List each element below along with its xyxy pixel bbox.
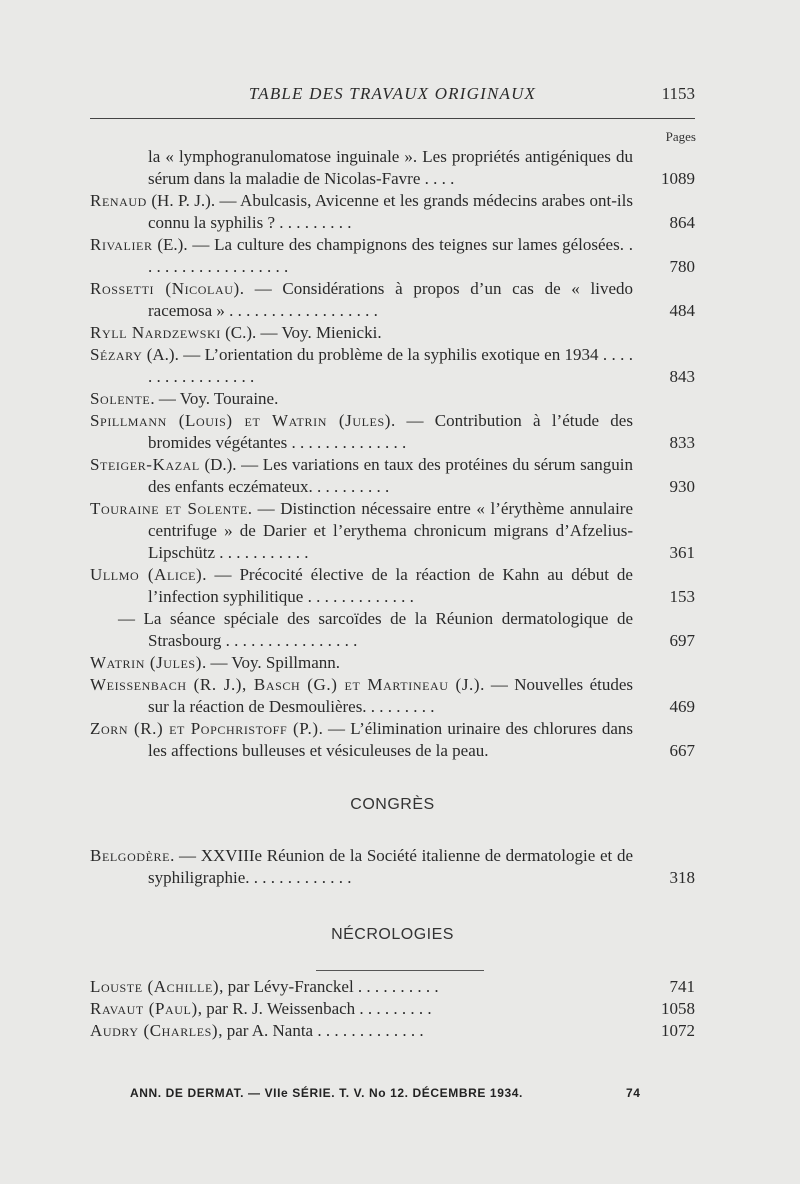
section-heading-congres: CONGRÈS — [350, 796, 435, 813]
toc-entry — [90, 998, 695, 1020]
entry-title: . — L’élimination urinaire des chlorures dans les affections bulleuses et vésiculeuses de la peau. — [148, 719, 633, 760]
entry-title: , par R. J. Weissenbach . . . . . . . . . — [197, 999, 432, 1018]
toc-entry — [90, 388, 695, 410]
entry-author: Belgodère — [90, 846, 171, 865]
entry-page-number: 667 — [669, 741, 695, 760]
toc-entry — [90, 234, 695, 278]
entry-title: . — Distinction nécessaire entre « l’érythème annulaire centrifuge » de Darier et l’erythema chronicum migrans d’Afzelius-Lipschütz . . . . . . . . . . . — [148, 499, 634, 562]
entry-author: Louste (Achille) — [90, 977, 220, 996]
entry-author: Rivalier — [90, 235, 153, 254]
pages-column-label: Pages — [665, 129, 696, 144]
entry-author: Steiger-Kazal — [90, 455, 200, 474]
entry-page-number: 864 — [669, 213, 695, 232]
entry-author: Sézary — [90, 345, 143, 364]
entry-page-number: 153 — [669, 587, 695, 606]
closing-rule — [316, 970, 484, 971]
toc-entry — [90, 322, 695, 344]
entry-title: (D.). — Les variations en taux des protéines du sérum sanguin des enfants eczémateux. . . . . . . . . . — [148, 455, 633, 496]
toc-entry — [90, 976, 695, 998]
toc-entry — [90, 608, 695, 652]
entry-author: Ravaut (Paul) — [90, 999, 198, 1018]
toc-entry — [90, 344, 695, 388]
entry-page-number: 484 — [669, 301, 695, 320]
page-number: 1153 — [661, 84, 695, 103]
entry-title: (E.). — La culture des champignons des teignes sur lames gélosées. . . . . . . . . . . . . . . . . . . — [148, 235, 633, 276]
entry-page-number: 1089 — [661, 169, 695, 188]
running-header — [90, 84, 695, 110]
toc-entry — [90, 146, 695, 190]
footer-signature: 74 — [626, 1086, 641, 1100]
entry-page-number: 833 — [669, 433, 695, 452]
entry-title: La séance spéciale des sarcoïdes de la Réunion dermatologique de Strasbourg . . . . . . . . . . . . . . . . — [143, 609, 633, 650]
toc-entry — [90, 845, 695, 889]
entry-author: Audry (Charles) — [90, 1021, 219, 1040]
section-heading-necrologies: NÉCROLOGIES — [331, 926, 454, 943]
toc-entry — [90, 564, 695, 608]
entry-author: — — [118, 609, 144, 628]
toc-entry — [90, 1020, 695, 1042]
toc-entry — [90, 190, 695, 234]
header-title: TABLE DES TRAVAUX ORIGINAUX — [248, 84, 537, 103]
entry-author: Zorn (R.) et Popchristoff (P.) — [90, 719, 319, 738]
entry-title: . — Contribution à l’étude des bromides végétantes . . . . . . . . . . . . . . — [148, 411, 633, 452]
entry-author: Weissenbach (R. J.), Basch (G.) et Martineau (J.) — [90, 675, 481, 694]
entry-author: Ryll Nardzewski — [90, 323, 221, 342]
entry-author: Ullmo (Alice) — [90, 565, 203, 584]
entry-title: . — XXVIIIe Réunion de la Société italienne de dermatologie et de syphiligraphie. . . . . . . . . . . . . — [148, 846, 633, 887]
entry-title: . — Nouvelles études sur la réaction de Desmoulières. . . . . . . . . — [148, 675, 634, 716]
footer — [130, 1086, 641, 1100]
entry-title: , par A. Nanta . . . . . . . . . . . . . — [218, 1021, 424, 1040]
main-entry-list — [90, 146, 695, 762]
entry-title: (C.). — Voy. Mienicki. — [220, 323, 382, 342]
entry-page-number: 361 — [669, 543, 695, 562]
toc-entry — [90, 652, 695, 674]
entry-page-number: 780 — [669, 257, 695, 276]
entry-page-number: 469 — [669, 697, 695, 716]
entry-title: , par Lévy-Franckel . . . . . . . . . . — [219, 977, 439, 996]
entry-page-number: 1058 — [661, 999, 695, 1018]
entry-page-number: 1072 — [661, 1021, 695, 1040]
table-of-contents — [90, 146, 695, 1042]
entry-page-number: 930 — [669, 477, 695, 496]
congres-entry-list — [90, 845, 695, 889]
entry-title: la « lymphogranulomatose inguinale ». Les propriétés antigéniques du sérum dans la maladie de Nicolas-Favre . . . . — [148, 147, 633, 188]
entry-title: . — Voy. Touraine. — [150, 389, 279, 408]
entry-page-number: 741 — [669, 977, 695, 996]
toc-entry — [90, 454, 695, 498]
entry-page-number: 697 — [669, 631, 695, 650]
entry-title: . — Considérations à propos d’un cas de « livedo racemosa » . . . . . . . . . . . . . . . . . . — [148, 279, 633, 320]
toc-entry — [90, 278, 695, 322]
entry-author: Renaud — [90, 191, 147, 210]
entry-title: (A.). — L’orientation du problème de la syphilis exotique en 1934 . . . . . . . . . . . . . . . . . — [142, 345, 633, 386]
necrologies-entry-list — [90, 976, 695, 1042]
toc-entry — [90, 674, 695, 718]
entry-author: Spillmann (Louis) et Watrin (Jules) — [90, 411, 391, 430]
toc-entry — [90, 718, 695, 762]
entry-title: . — Précocité élective de la réaction de Kahn au début de l’infection syphilitique . . . . . . . . . . . . . — [148, 565, 633, 606]
toc-entry — [90, 410, 695, 454]
entry-author: Solente — [90, 389, 151, 408]
entry-author: Watrin (Jules) — [90, 653, 202, 672]
entry-author: Rossetti (Nicolau) — [90, 279, 240, 298]
entry-title: . — Voy. Spillmann. — [201, 653, 341, 672]
entry-page-number: 318 — [669, 868, 695, 887]
entry-author: Touraine et Solente — [90, 499, 248, 518]
entry-page-number: 843 — [669, 367, 695, 386]
footer-citation: ANN. DE DERMAT. — VIIe SÉRIE. T. V. No 12. DÉCEMBRE 1934. — [130, 1086, 523, 1100]
header-rule — [90, 118, 695, 119]
toc-entry — [90, 498, 695, 564]
entry-title: (H. P. J.). — Abulcasis, Avicenne et les grands médecins arabes ont-ils connu la syphilis ? . . . . . . . . . — [146, 191, 633, 232]
